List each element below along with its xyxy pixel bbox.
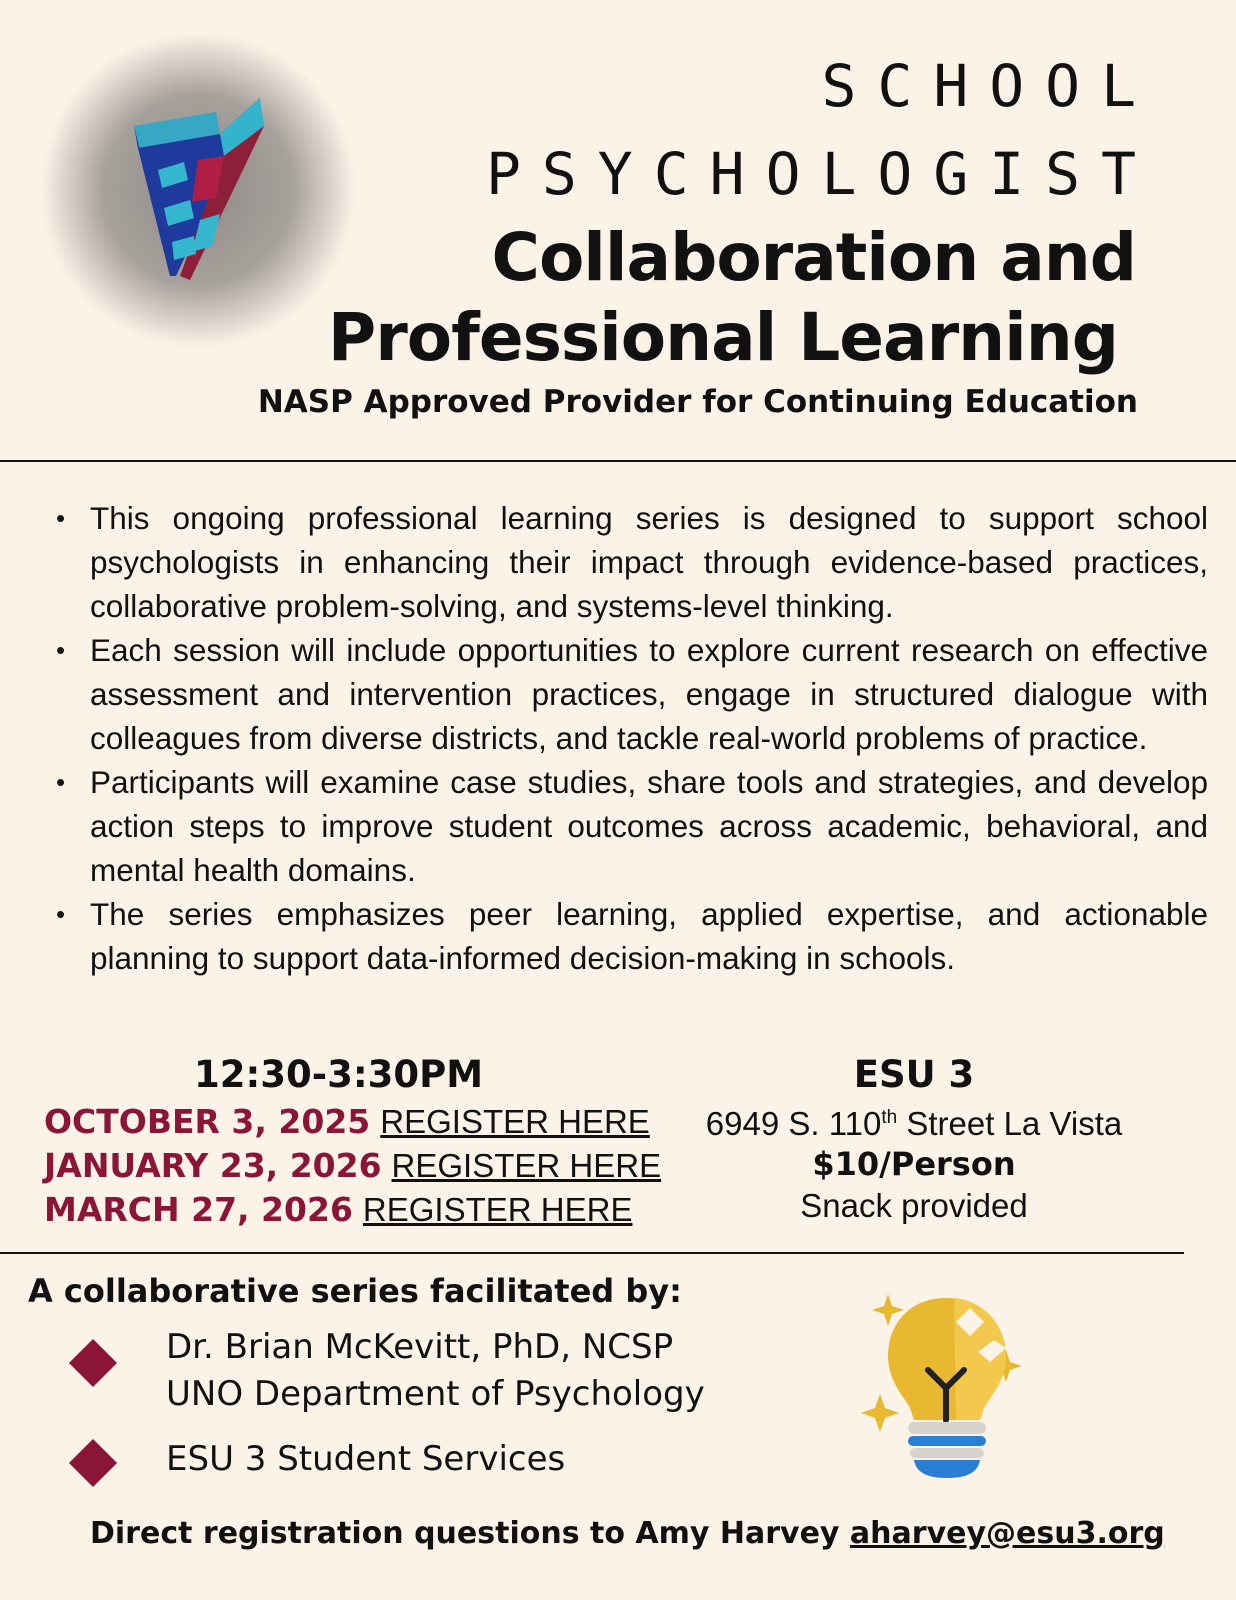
divider-top: [0, 460, 1236, 462]
description-list: [56, 496, 1208, 980]
facilitator-name: Dr. Brian McKevitt, PhD, NCSP: [166, 1327, 674, 1367]
title-collaboration: Collaboration and: [491, 219, 1136, 296]
list-item: • This ongoing professional learning series is designed to support school psychologists in enhancing their impact through evidence-based practices, collaborative problem-solving, and systems-level thinking.: [90, 496, 1208, 628]
contact-email-link[interactable]: aharvey@esu3.org: [849, 1516, 1165, 1551]
session-date: OCTOBER 3, 2025: [44, 1102, 371, 1141]
diamond-bullet-icon: [69, 1339, 117, 1387]
facilitator-affiliation: UNO Department of Psychology: [166, 1374, 705, 1414]
session-row: [44, 1100, 664, 1144]
facilitator-item: [76, 1324, 705, 1418]
facilitator-item: [76, 1436, 565, 1483]
facilitator-name: ESU 3 Student Services: [166, 1439, 566, 1479]
esu3-logo-icon: [38, 30, 358, 350]
diamond-bullet-icon: [69, 1439, 117, 1487]
venue-price: $10/Person: [812, 1145, 1016, 1183]
title-professional-learning: Professional Learning: [327, 299, 1118, 376]
session-time: 12:30-3:30PM: [194, 1053, 484, 1096]
register-link[interactable]: REGISTER HERE: [391, 1147, 662, 1184]
facilitators-heading: A collaborative series facilitated by:: [28, 1272, 682, 1310]
venue-name: ESU 3: [853, 1053, 975, 1096]
subtitle: NASP Approved Provider for Continuing Education: [257, 384, 1138, 420]
title-psychologist: PSYCHOLOGIST: [485, 140, 1157, 208]
register-link[interactable]: REGISTER HERE: [380, 1103, 650, 1140]
contact-text: Direct registration questions to Amy Harvey: [90, 1516, 850, 1551]
list-item: • Each session will include opportunities to explore current research on effective assessment and intervention practices, engage in structured dialogue with colleagues from diverse districts, and tackle real-world problems of practice.: [90, 628, 1208, 760]
session-row: [44, 1144, 664, 1188]
session-row: [44, 1188, 664, 1232]
title-school: SCHOOL: [821, 52, 1157, 120]
lightbulb-icon: [858, 1282, 1038, 1482]
venue: [664, 1053, 1164, 1226]
list-item: • The series emphasizes peer learning, applied expertise, and actionable planning to support data-informed decision-making in schools.: [90, 892, 1208, 980]
list-item: • Participants will examine case studies, share tools and strategies, and develop action steps to improve student outcomes across academic, behavioral, and mental health domains.: [90, 760, 1208, 892]
schedule: [44, 1053, 664, 1232]
venue-note: Snack provided: [800, 1187, 1028, 1224]
title-block: [327, 42, 1157, 378]
session-date: JANUARY 23, 2026: [44, 1146, 382, 1185]
session-date: MARCH 27, 2026: [44, 1190, 353, 1229]
divider-middle: [0, 1252, 1184, 1254]
venue-address: 6949 S. 110th Street La Vista: [705, 1105, 1123, 1142]
register-link[interactable]: REGISTER HERE: [362, 1191, 633, 1228]
contact-line: [90, 1516, 1165, 1551]
